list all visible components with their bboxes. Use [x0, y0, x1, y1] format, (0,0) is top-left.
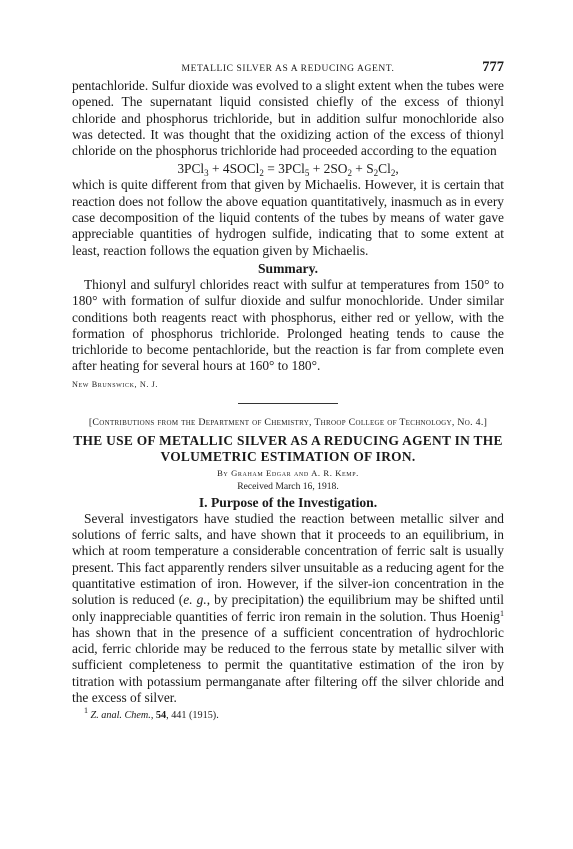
page-header — [72, 58, 504, 78]
affiliation: New Brunswick, N. J. — [72, 379, 159, 389]
page-number: 777 — [482, 59, 504, 75]
footnote-reference: 1 — [500, 608, 504, 618]
article-title: THE USE OF METALLIC SILVER AS A REDUCING AGENT IN THE VOLUMETRIC ESTIMATION OF IRON. — [73, 432, 503, 464]
paragraph-michaelis: which is quite different from that given by Michaelis. However, it is certain that reaction does not follow the above equation quantitatively, inasmuch as in every case decomposition of the liquid contents of the tubes by means of water gave appreciable quantities of hydrogen sulfide, indicating that to some extent at least, reaction follows the equation given by Michaelis. — [72, 177, 504, 258]
author-byline: By Graham Edgar and A. R. Kemp. — [217, 467, 359, 478]
footnote: $^1$ Z. anal. Chem., 54, 441 (1915). — [84, 706, 219, 722]
section-divider — [238, 403, 338, 404]
summary-heading: Summary. — [257, 260, 319, 276]
running-title: METALLIC SILVER AS A REDUCING AGENT. — [181, 64, 395, 74]
contribution-note: [Contributions from the Department of Chemistry, Throop College of Technology, No. 4.] — [88, 416, 488, 428]
section-heading: I. Purpose of the Investigation. — [198, 494, 378, 510]
summary-paragraph: Thionyl and sulfuryl chlorides react with sulfur at temperatures from 150° to 180° with formation of sulfur dioxide and sulfur monochloride. Under similar conditions both reagents react with phosphorus, either red or yellow, with the formation of phosphorus trichloride. Prolonged heating tends to cause the trichloride to become pentachloride, but the reaction is far from complete even after heating for several hours at 160° to 180°. — [72, 276, 504, 374]
journal-page — [72, 58, 504, 722]
paragraph-continuation: pentachloride. Sulfur dioxide was evolved to a slight extent when the tubes were opened. The supernatant liquid consisted chiefly of the excess of thionyl chloride and phosphorus trichloride, but in addition sulfur monochloride also was detected. It was thought that the oxidizing action of the excess of thionyl chloride on the phosphorus trichloride had proceeded according to the equation — [72, 78, 504, 159]
received-date: Received March 16, 1918. — [237, 480, 339, 492]
section-paragraph: Several investigators have studied the reaction between metallic silver and solutions of ferric salts, and have shown that it proceeds to an equilibrium, in which at room temperature a considerable concentration of ferric salt is usually present. This fact apparently renders silver unsuitable as a reducing agent for the quantitative estimation of iron. However, if the silver-ion concentration in the solution is reduced (e. g., by precipitation) the equilibrium may be shifted until only inappreciable quantities of ferric iron remain in the solution. Thus Hoenig$^1$ has shown that in the presence of a sufficient concentration of hydrochloric acid, ferric chloride may be reduced to the ferrous state by metallic silver with sufficient completeness to permit the quantitative estimation of the iron by titration with potassium permanganate after filtering off the silver chloride and the excess of silver. — [72, 510, 505, 706]
chemical-equation: 3PCl$_3$ + 4SOCl$_2$ = $3PCl_5 + 2SO_2 + S_2Cl_2$, — [177, 161, 399, 179]
